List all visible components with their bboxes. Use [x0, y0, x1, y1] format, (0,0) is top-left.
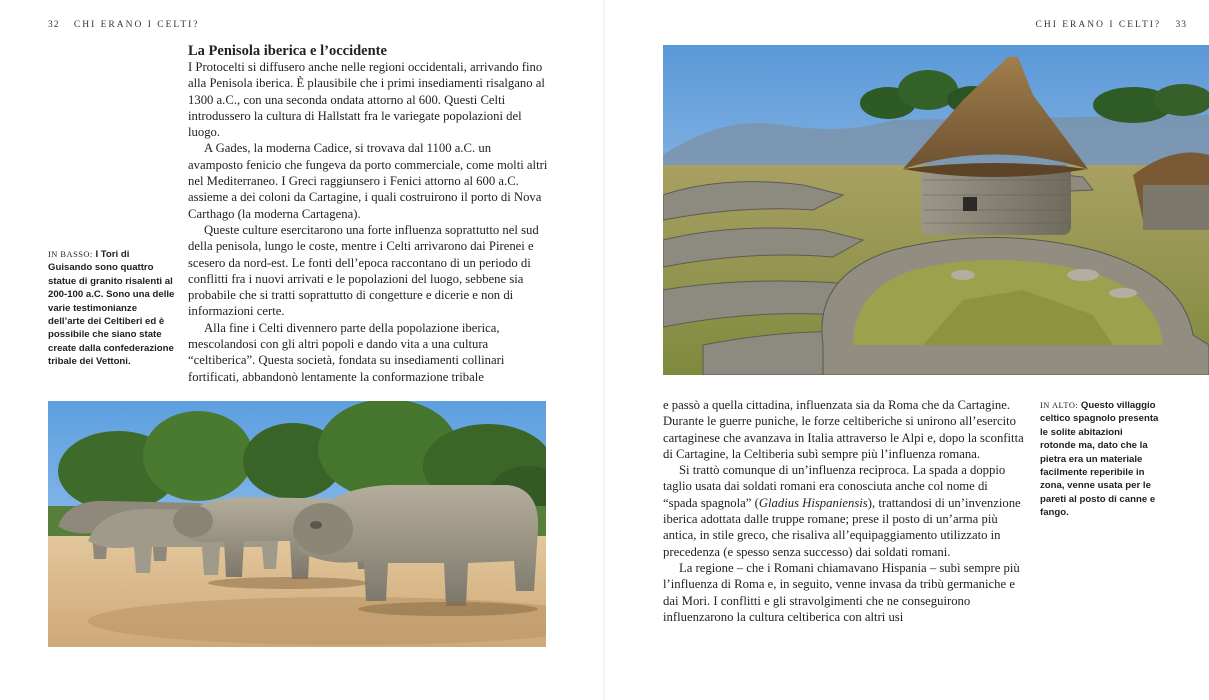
running-head-right-title: CHI ERANO I CELTI? — [1035, 20, 1162, 30]
left-paragraph-4: Alla fine i Celti divennero parte della popolazione iberica, mescolandosi con gli altri popoli e dando vita a una cultura “celtiberica”. Questa società, fondata su insediamenti collinari fortificati, abbandonò lentamente la conformazione tribale — [188, 320, 505, 384]
running-head-left-title: CHI ERANO I CELTI? — [73, 20, 200, 30]
caption-bulls — [48, 248, 176, 369]
left-paragraph-3: Queste culture esercitarono una forte influenza soprattutto nel sud della penisola, lungo le coste, mentre i Celti arrivarono dai Pirenei e scesero da nord-est. Le fonti dell’epoca raccontano di un periodo di conflitti fra i nuovi arrivati e le popolazioni del luogo, sebbene sia probabile che si tratti soprattutto di congetture e dicerie e non di informazioni certe. — [188, 222, 539, 319]
page-gutter — [603, 0, 605, 700]
caption-bulls-text: I Tori di Guisando sono quattro statue di granito risalenti al 200-100 a.C. Sono una delle varie testimonianze dell’arte dei Celtiberi ed è possibile che siano state create dalla confederazione tribale dei Vettoni. — [48, 249, 175, 368]
caption-village — [1040, 399, 1160, 520]
gladius-term: Gladius Hispaniensis — [758, 495, 868, 510]
left-column-text — [188, 59, 548, 385]
left-paragraph-1: I Protocelti si diffusero anche nelle regioni occidentali, arrivando fino alla Penisola iberica. È plausibile che i primi insediamenti risalgano al 1300 a.C., con una seconda ondata attorno al 600. Questi Celti introdussero la cultura di Hallstatt fra le variegate popolazioni del luogo. — [188, 60, 545, 140]
village-photo-illustration — [663, 45, 1209, 375]
right-column-text — [663, 397, 1025, 625]
right-paragraph-2-after: ), trattandosi di un’invenzione iberica adottata dalle truppe romane; prese il posto di un’arma più antica, in stile greco, che risaliva all’equipaggiamento utilizzato in precedenza (e spesso senza successo) dai soldati romani. — [663, 495, 1021, 559]
village-photo — [663, 45, 1209, 375]
caption-village-label: IN ALTO: — [1040, 401, 1079, 410]
right-paragraph-2 — [663, 462, 1025, 560]
caption-village-text: Questo villaggio celtico spagnolo presenta le solite abitazioni rotonde ma, dato che la pietra era un materiale facilmente reperibile in zona, venne usata per le pareti al posto di canne e fango. — [1040, 400, 1159, 519]
running-head-right — [1036, 20, 1188, 30]
section-title: La Penisola iberica e l’occidente — [188, 43, 387, 59]
bulls-photo — [48, 401, 546, 647]
running-head-left — [48, 20, 200, 30]
caption-bulls-label: IN BASSO: — [48, 250, 93, 259]
left-paragraph-2: A Gades, la moderna Cadice, si trovava dal 1100 a.C. un avamposto fenicio che fungeva da porto commerciale, come molti altri nel Mediterraneo. I Greci raggiunsero i Fenici attorno al 600 a.C. assieme a dei coloni da Cartagine, i quali costruirono il porto di Nova Carthago (la moderna Cartagena). — [188, 141, 548, 221]
right-paragraph-2-before: Si trattò comunque di un’influenza reciproca. La spada a doppio taglio usata dai soldati romani era conosciuta anche col nome di “spada spagnola” ( — [663, 463, 1006, 510]
right-paragraph-1: e passò a quella cittadina, influenzata sia da Roma che da Cartagine. Durante le guerre puniche, le forze celtiberiche si unirono all’esercito cartaginese che avanzava in Italia attraverso le Alpi e, dopo la sconfitta di Cartagine, la Celtiberia subì sempre più l’influenza romana. — [663, 398, 1024, 461]
right-paragraph-3: La regione – che i Romani chiamavano Hispania – subì sempre più l’influenza di Roma e, in seguito, venne invasa da tribù germaniche e dai Mori. I conflitti e gli stravolgimenti che ne conseguirono influenzarono la cultura celtiberica con altri usi — [663, 560, 1020, 624]
bulls-photo-illustration — [48, 401, 546, 647]
page-number-left: 32 — [48, 20, 60, 30]
page-number-right: 33 — [1175, 20, 1187, 30]
